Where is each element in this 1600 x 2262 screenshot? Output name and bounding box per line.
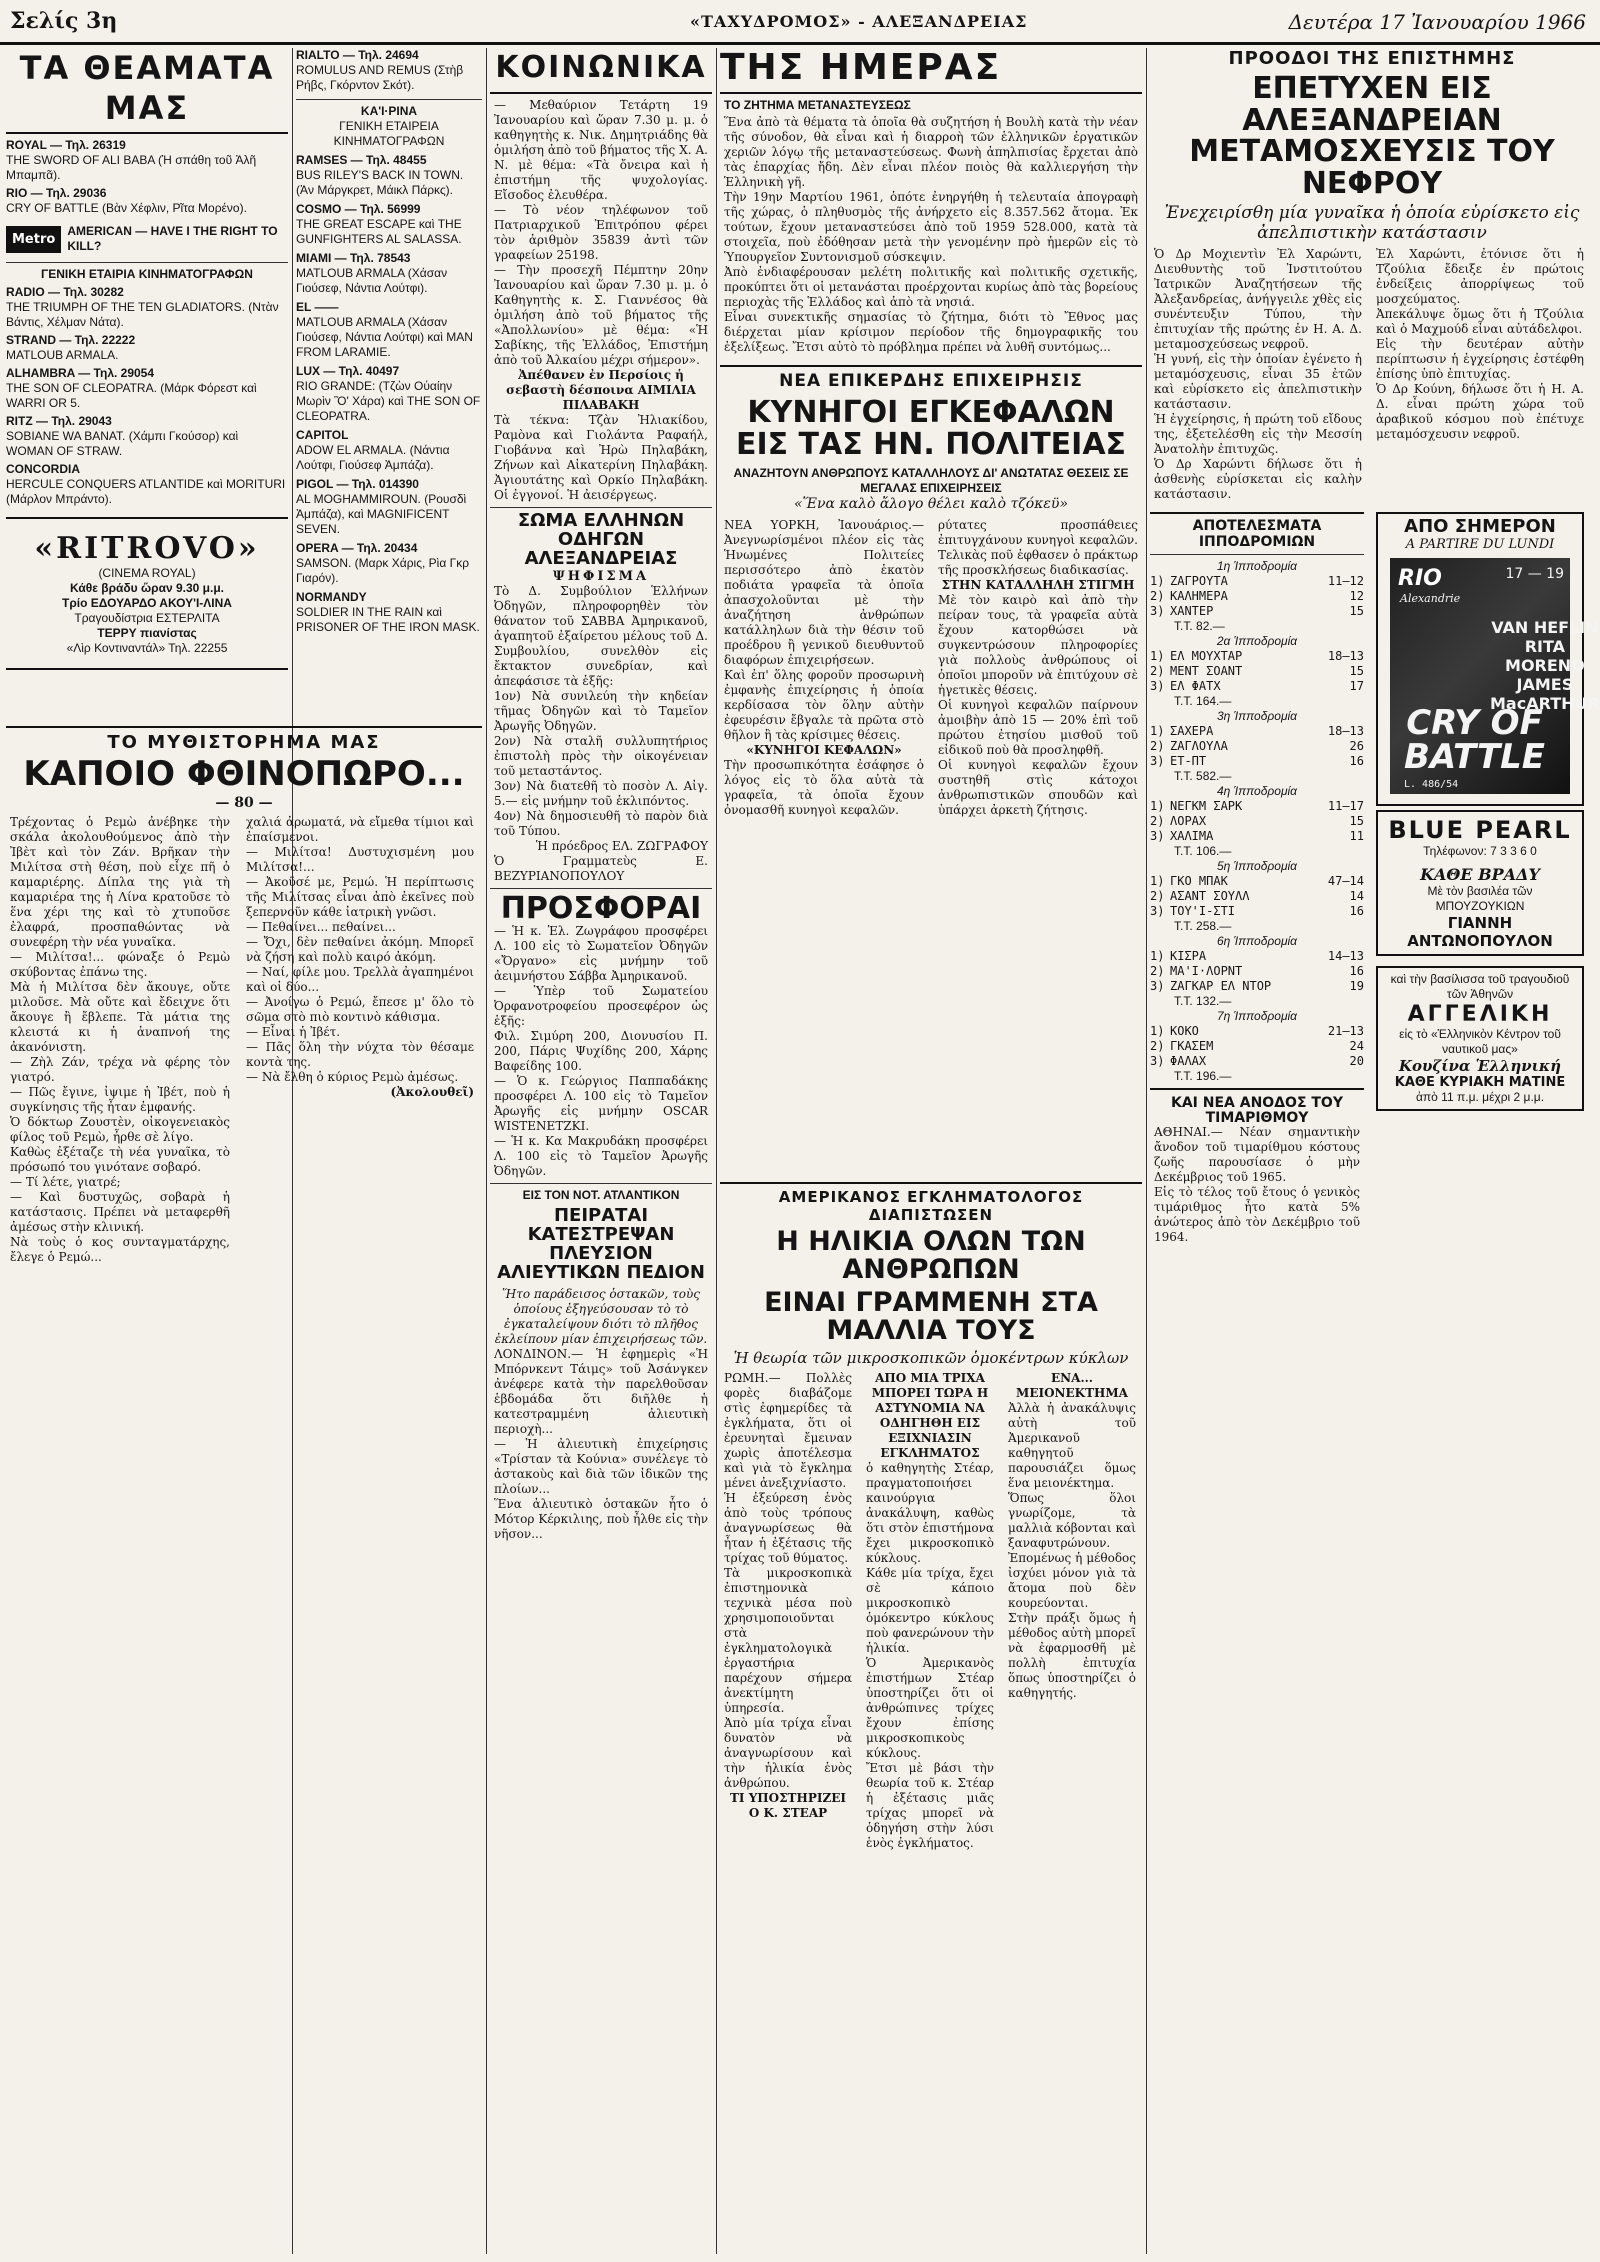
column-rule (486, 48, 487, 2254)
today-title: ΑΠΟ ΣΗΜΕΡΟΝ (1404, 516, 1556, 537)
business-subheadline: ΑΝΑΖΗΤΟΥΝ ΑΝΘΡΩΠΟΥΣ ΚΑΤΑΛΛΗΛΟΥΣ ΔΙ' ΑΝΩΤΑΤΑΣ ΘΕΣΕΙΣ ΣΕ ΜΕΓΑΛΑΣ ΕΠΙΧΕΙΡΗΣΕΙΣ (733, 466, 1129, 495)
science-paragraph: Ἡ ἐγχείρησις, ἡ πρώτη τοῦ εἴδους της, ἐξετελέσθη εἰς τὴν Μεσσίη Ἀνατολὴν ἐπιτυχῶς. (1154, 412, 1362, 456)
business-quote: «Ἕνα καλὸ ἄλογο θέλει καλὸ τζόκεϋ» (793, 496, 1069, 512)
race-result-row: 2) ΚΑΛΗΜΕΡΑ 12 (1150, 589, 1364, 603)
hair-subhead: ΑΠΟ ΜΙΑ ΤΡΙΧΑ ΜΠΟΡΕΙ ΤΩΡΑ Η ΑΣΤΥΝΟΜΙΑ ΝΑ ΟΔΗΓΗΘΗ ΕΙΣ ΕΞΙΧΝΙΑΣΙΝ ΕΓΚΛΗΜΑΤΟΣ (871, 1371, 989, 1461)
novel-paragraph: — Πᾶς ὅλη τὴν νύχτα τὸν θέσαμε κοντὰ της. (246, 1039, 474, 1069)
atlantic-paragraph: ΛΟΝΔΙΝΟΝ.— Ἡ ἐφημερὶς «Ἡ Μπόρνκεντ Τάιμς» τοῦ Ἀσάνγκεν ἀνέφερε κατὰ τὴν παρελθοῦσαν ἑβδομάδα ὅτι διῆλθε ἡ κατεστραμμένη ἀλιευτικὴ περιοχὴ... (494, 1346, 708, 1436)
angeliki-line: καὶ τὴν βασίλισσα τοῦ τραγουδιοῦ τῶν Ἀθηνῶν (1390, 971, 1570, 1001)
poster-cast: VAN HEFLIN RITA MORENO JAMES MacARTHUR (1490, 617, 1600, 713)
poster-times: 17 — 19 (1505, 565, 1564, 582)
race-result-row: 2) ΛΟΡΑΧ 15 (1150, 814, 1364, 828)
novel-paragraph: Μὰ ἡ Μιλίτσα δὲν ἄκουγε, οὔτε μιλοῦσε. Μὰ οὔτε καὶ ἔδειχνε ὅτι ἄκουγε ἢ ἔβλεπε. Τὰ μάτια της κλειστά κι ἡ ἀναπνοή της ἀκανόνιστη. (10, 979, 230, 1054)
novel-paragraph: — Νὰ ἔλθη ὁ κύριος Ρεμὼ ἀμέσως. (246, 1069, 459, 1084)
business-paragraph: Οἱ κυνηγοὶ κεφαλῶν παίρνουν ἀμοιβὴν ἀπὸ 15 — 20% ἐπὶ τοῦ πρώτου ἐτησίου μισθοῦ τοῦ εἰδικοῦ ποὺ θὰ προσληφθῆ. (938, 698, 1138, 757)
editorial-kicker: ΤΟ ΖΗΤΗΜΑ ΜΕΤΑΝΑΣΤΕΥΣΕΩΣ (724, 98, 911, 112)
metro-ad-text: AMERICAN — HAVE I THE RIGHT TO KILL? (67, 224, 278, 253)
rio-film-ad (1376, 512, 1600, 806)
hair-paragraph: Κάθε μία τρίχα, ἔχει σὲ κάποιο μικροσκοπικὸ ὁμόκεντρο κύκλους ποὺ φανερώνουν τὴν ἡλικία. (866, 1566, 994, 1656)
column-science (1150, 48, 1600, 2254)
hair-headline-2: ΕΙΝΑΙ ΓΡΑΜΜΕΝΗ ΣΤΑ ΜΑΛΛΙΑ ΤΟΥΣ (764, 1286, 1098, 1347)
hair-paragraph: Ἀπὸ μία τρίχα εἶναι δυνατὸν νὰ ἀναγνωρίσουν καὶ τὴν ἡλικία ἑνὸς ἀνθρώπου. (724, 1716, 852, 1791)
obituary: Ἀπέθανεν ἐν Περσίοις ἡ σεβαστὴ δέσποινα ΑΙΜΙΛΙΑ ΠΙΛΑΒΑΚΗ (506, 368, 696, 412)
poster-title: CRY OF BATTLE (1404, 702, 1546, 777)
hair-subhead: ΤΙ ΥΠΟΣΤΗΡΙΖΕΙ Ο Κ. ΣΤΕΑΡ (730, 1791, 846, 1821)
hair-paragraph: ΡΩΜΗ.— Πολλὲς φορὲς διαβάζομε στὶς ἐφημερίδες τὰ ἐγκλήματα, ὅτι οἱ ἐρευνηταὶ ἔμειναν χωρὶς ἀποτέλεσμα καὶ γιὰ τὸ ἔγκλημα μένει ἀνεξιχνίαστο. (724, 1371, 852, 1491)
race-results (1150, 508, 1364, 1245)
blue-pearl-line: ΚΑΘΕ ΒΡΑΔΥ (1420, 864, 1540, 884)
section-title-imeras: ΤΗΣ ΗΜΕΡΑΣ (720, 47, 1002, 88)
novel-continued: (Ἀκολουθεῖ) (390, 1084, 474, 1099)
angeliki-line: Κουζίνα Ἑλληνική (1398, 1056, 1562, 1075)
hair-paragraph: Ὁ Ἀμερικανὸς ἐπιστήμων Στέαρ ὑποστηρίζει ὅτι οἱ ἀνθρώπινες τρίχες ἔχουν ἐπίσης μικροσκοπικοὺς κύκλους. (866, 1656, 994, 1761)
drivers-paragraph: 1ον) Νὰ συνιλεύη τὴν κηδείαν τῆμας Ὀδηγῶν καὶ τὸ Ταμεῖον Ἀρωγῆς Ὀδηγῶν. (494, 688, 708, 733)
business-paragraph: ΝΕΑ ΥΟΡΚΗ, Ἰανουάριος.— Ἀνεγνωρίσμένοι πλέον εἰς τὰς Ἡνωμένες Πολιτείες περισσότερο ἀπὸ ἑκατὸν ποδιάτα γραφεῖα τὰ ὁποῖα ἀπασχολοῦνται μὲ τὴν ἀναζήτηση ἀνθρώπων κατάλληλων διὰ τὴν θέσιν τοῦ προέδρου ἢ γενικοῦ διευθυντοῦ διαφόρων ἐπιχειρήσεων. (724, 518, 924, 667)
column-cinemas-2 (296, 48, 482, 722)
blue-pearl-ad (1376, 810, 1584, 956)
editorial-paragraph: Ἕνα ἀπὸ τὰ θέματα τὰ ὁποῖα θὰ συζητήση ἡ Βουλὴ κατὰ τὴν νέαν τῆς σύνοδον, θὰ εἶναι καὶ ἡ διαρροὴ τῶν ἑλληνικῶν ἐργατικῶν χεριῶν λόγῳ τῆς μεταναστεύσεως. Φωνὴ ἀπηλπισίας ἔρχεται ἀπὸ τὰς ἐπαρχίας ἤδη. Δὲν εἶναι πλέον ποιὸς θὰ καλλιεργήση τὴν Ἑλληνικὴ γῆ. (724, 115, 1138, 189)
race-tote: Τ.Τ. 106.— (1174, 844, 1232, 858)
science-kicker: ΠΡΟΟΔΟΙ ΤΗΣ ΕΠΙΣΤΗΜΗΣ (1228, 48, 1516, 69)
column-rule (716, 48, 717, 2254)
hair-kicker: ΑΜΕΡΙΚΑΝΟΣ ΕΓΚΛΗΜΑΤΟΛΟΓΟΣ ΔΙΑΠΙΣΤΩΣΕΝ (778, 1188, 1084, 1224)
column-rule (1146, 48, 1147, 2254)
race-tote: Τ.Τ. 164.— (1174, 694, 1232, 708)
race-result-row: 3) ΦΑΛΑΧ 20 (1150, 1054, 1364, 1068)
drivers-paragraph: 4ον) Νὰ δημοσιευθῆ τὸ παρὸν διὰ τοῦ Τύπου. (494, 808, 708, 838)
atlantic-intro: Ἥτο παράδεισος ὁστακῶν, τοὺς ὁποίους ἐξηγεύσουσαν τὸ τὸ ἐγκαταλείψουν διότι τὸ πλῆθος ἐκλείπουν μίαν ἐπιχειρήσεως τῶν. (494, 1286, 708, 1346)
novel-paragraph: — Ναί, φίλε μου. Τρελλὰ ἀγαπημένοι καὶ οἱ δύο... (246, 964, 474, 994)
race-result-row: 1) ΣΑΧΕΡΑ 18—13 (1150, 724, 1364, 738)
editorial-paragraph: Εἶναι συνεκτικῆς σημασίας τὸ ζήτημα, διότι τὸ Ἔθνος μας διέρχεται μίαν κρίσιμον περίοδον τῆς δημογραφικῆς του ἐξελίξεως. Ἔτσι αὐτὸ τὸ πρόβλημα πρέπει νὰ λυθῆ συντόμως... (724, 310, 1138, 354)
novel-paragraph: — Πῶς ἔγινε, ἰψιμε ἡ Ἰβέτ, ποὺ ἡ συγκίνησις τῆς ἦταν ἐμφανής. (10, 1084, 230, 1114)
hair-subheadline: Ἡ θεωρία τῶν μικροσκοπικῶν ὁμοκέντρων κύκλων (733, 1349, 1129, 1368)
hair-subhead: ΕΝΑ... ΜΕΙΟΝΕΚΤΗΜΑ (1016, 1371, 1128, 1401)
business-kicker: ΝΕΑ ΕΠΙΚΕΡΔΗΣ ΕΠΙΧΕΙΡΗΣΙΣ (779, 371, 1083, 391)
race-result-row: 2) ΜΑ'Ι·ΛΟΡΝΤ 16 (1150, 964, 1364, 978)
metro-ad (6, 224, 288, 254)
blue-pearl-name: BLUE PEARL (1388, 815, 1572, 844)
race-heading: 6η Ἱπποδρομία (1216, 934, 1298, 948)
race-heading: 4η Ἱπποδρομία (1216, 784, 1298, 798)
race-result-row: 1) ΚΟΚΟ 21—13 (1150, 1024, 1364, 1038)
hair-paragraph: ὁ καθηγητὴς Στέαρ, πραγματοποιήσει καινούργια ἀνακάλυψη, καθὼς ὅτι στὸν ἐπιστήμονα ἔχει μικροσκοπικὸ κύκλους. (866, 1461, 994, 1566)
donation-item: — Ἡ κ. Ἑλ. Ζωγράφου προσφέρει Λ. 100 εἰς τὸ Σωματεῖον Ὀδηγῶν «Ὄργανο» εἰς μνήμην τοῦ ἀειμνήστου Σάββα Ἀμηρικανοῦ. (494, 924, 708, 984)
novel-paragraph: — Τί λέτε, γιατρέ; (10, 1174, 121, 1189)
race-result-row: 1) ΖΑΓΡΟΥΤΑ 11—12 (1150, 574, 1364, 588)
race-result-row: 1) ΕΛ ΜΟΥΧΤΑΡ 18—13 (1150, 649, 1364, 663)
novel-paragraph: Νὰ τοὺς ὁ κος συνταγματάρχης, ἔλεγε ὁ Ρεμώ... (10, 1234, 230, 1264)
novel-paragraph: Ὁ δόκτωρ Ζουστὲν, οἰκογενειακὸς φίλος τοῦ Ρεμὼ, ἦρθε σὲ λίγο. (10, 1114, 230, 1144)
hair-paragraph: Ἔτσι μὲ βάσι τὴν θεωρία τοῦ κ. Στέαρ ἡ ἐξέτασις μιᾶς τρίχας μπορεῖ νὰ ὁδηγήση στὴν λύσι ἑνὸς ἐγκλήματος. (866, 1761, 994, 1851)
science-paragraph: Ὁ Δρ Κούνη, δήλωσε ὅτι ἡ Η. Α. Δ. εἶναι πρώτη χώρα τοῦ ἀραβικοῦ κόσμου ποὺ ἐπέτυχε μεταμόσχευσιν νεφροῦ. (1376, 382, 1584, 441)
science-paragraph: Ἐλ Χαρώντι, ἐτόνισε ὅτι ἡ Τζούλια ἔδειξε ἐν πρώτοις ἐνδείξεις ἀπορρίψεως τοῦ μοσχεύματος. (1376, 247, 1584, 306)
drivers-paragraph: Τὸ Δ. Συμβούλιον Ἑλλήνων Ὀδηγῶν, πληροφορηθὲν τὸν θάνατον τοῦ ΣΑΒΒΑ Ἀμηρικανοῦ, ἀγαπητοῦ ἐξαίρετου μέλους τοῦ Δ. Συμβουλίου, συνελθὸν εἰς ἔκτακτον συνεδρίαν, καὶ ἀπεφάσισε τὰ ἑξῆς: (494, 583, 708, 688)
social-item: — Τὴν προσεχῆ Πέμπτην 20ην Ἰανουαρίου καὶ ὥραν 7.30 μ. μ. ὁ Καθηγητὴς κ. Σ. Γιαννέσος θὰ ὁμιλήση ἀπὸ τοῦ βήματος τῆς «Ἀπολλωνίου» μὲ θέμα: «Ἡ Σαβίκης, τῆς Ἑλλάδος, Ἐπιστήμη ἀπὸ τοῦ Ἀλκαίου μέχρι σήμερον». (494, 263, 708, 367)
section-title-social: ΚΟΙΝΩΝΙΚΑ (495, 50, 707, 85)
angeliki-line: εἰς τὸ «Ἑλληνικὸν Κέντρον τοῦ ναυτικοῦ μας» (1399, 1026, 1561, 1056)
business-paragraph: ρύτατες προσπάθειες ἐπιτυγχάνουν κυνηγοὶ κεφαλῶν. Τελικὰς ποῦ ἐφθασεν ὁ πράκτωρ τῆς προσκλήσεως διαδικασίας. (938, 518, 1138, 577)
science-paragraph: Εἰς τὴν δευτέραν αὐτὴν περίπτωσιν ἡ ἐγχείρησις ἐστέφθη ἐπίσης ὑπὸ ἐπιτυχίας. (1376, 337, 1584, 381)
novel-paragraph: — Ἀνοίγω ὁ Ρεμώ, ἔπεσε μ' ὅλο τὸ σῶμα στὸ πιὸ κοντινὸ κάθισμα. (246, 994, 474, 1024)
cinema-entry: ROYAL — Τηλ. 26319 THE SWORD OF ALI BABA (Ἡ σπάθη τοῦ Ἀλῆ Μπαμπᾶ). (6, 138, 257, 182)
ads-column (1372, 508, 1600, 1245)
social-item: — Μεθαύριον Τετάρτη 19 Ἰανουαρίου καὶ ὥραν 7.30 μ. μ. ὁ καθηγητὴς κ. Νικ. Δημητριάδης θὰ ὁμιλήση ἀπὸ τοῦ βήματος τῆς Χ. Α. Ν. μὲ θέμα: «Τὰ ὄνειρα καὶ ἡ ἐπιστήμη τῆς ψυχολογίας. Εἴσοδος ἐλευθέρα. (494, 98, 708, 202)
column-editorial (720, 48, 1142, 1174)
poster-cinema: RIO (1398, 565, 1442, 591)
drivers-signature: Ἡ πρόεδρος ΕΛ. ΖΩΓΡΑΦΟΥ (535, 838, 708, 853)
race-result-row: 2) ΖΑΓΛΟΥΛΑ 26 (1150, 739, 1364, 753)
atlantic-kicker: ΕΙΣ ΤΟΝ ΝΟΤ. ΑΤΛΑΝΤΙΚΟΝ (522, 1188, 680, 1203)
race-result-row: 1) ΚΙΣΡΑ 14—13 (1150, 949, 1364, 963)
editorial-paragraph: Τὴν 19ην Μαρτίου 1961, ὁπότε ἐνηργήθη ἡ τελευταία ἀπογραφὴ τῆς χώρας, ὁ πληθυσμὸς τῆς ἀνήρχετο εἰς 8.357.562 ἄτομα. Ἐκ τούτων, ἔχουν μεταναστεύσει ἀπὸ τοῦ 1959 528.000, κατὰ τὰ στοιχεῖα, ποὺ ἐδόθησαν μετὰ τὴν γενομένην πρὸ ἡμερῶν εἰς τὸ Ὑπουργεῖον Συντονισμοῦ σύσκεψιν. (724, 190, 1138, 264)
hair-paragraph: Τὰ μικροσκοπικὰ ἐπιστημονικὰ τεχνικὰ μέσα ποὺ χρησιμοποιοῦνται στὰ ἐγκληματολογικὰ ἐργαστήρια παρέχουν σήμερα ἀνεκτίμητη ὑπηρεσία. (724, 1566, 852, 1716)
novel-paragraph: — Μιλίτσα!... φώναξε ὁ Ρεμὼ σκύβοντας ἐπάνω της. (10, 949, 230, 979)
race-tote: Τ.Τ. 82.— (1174, 619, 1225, 633)
donation-item: Φιλ. Σιμύρη 200, Διονυσίου Π. 200, Πάρις Ψυχίδης 200, Χάρης Βαφείδης 100. (494, 1029, 708, 1074)
cpi-paragraph: ΑΘΗΝΑΙ.— Νέαν σημαντικὴν ἄνοδον τοῦ τιμαρίθμου κόστους ζωῆς παρουσίασε ὁ μὴν Δεκέμβριος τοῦ 1965. (1154, 1125, 1360, 1185)
drivers-paragraph: 3ον) Νὰ διατεθῆ τὸ ποσὸν Λ. Αἰγ. 5.— εἰς μνήμην τοῦ ἐκλιπόντος. (494, 778, 708, 808)
cpi-paragraph: Εἰς τὸ τέλος τοῦ ἔτους ὁ γενικὸς τιμάριθμος ἦτο κατὰ 5% ἀνώτερος ἀπὸ τὸν Δεκέμβριο τοῦ 1964. (1154, 1185, 1360, 1245)
business-headline: ΚΥΝΗΓΟΙ ΕΓΚΕΦΑΛΩΝ ΕΙΣ ΤΑΣ ΗΝ. ΠΟΛΙΤΕΙΑΣ (735, 395, 1127, 462)
obituary-family: Τὰ τέκνα: Τζὰν Ἠλιακίδου, Ραμὸνα καὶ Γιολάντα Ραφαήλ, Γιοβάννα καὶ Ἠρὼ Πηλαβάκη, Ζήνων καὶ Αἰκατερίνη Πηλαβάκη. Ἀγιουτάτης καὶ Ορκίο Πηλαβάκη. Οἱ ἐγγονοί. Ἡ ἀεισέργεως. (494, 413, 708, 502)
novel-paragraph: Τρέχοντας ὁ Ρεμὼ ἀνέβηκε τὴν σκάλα ἀκολουθούμενος ἀπὸ τὴν Ἰβὲτ καὶ τὸν Ζάν. Βρῆκαν τὴν Μιλίτσα στὴ θέση, ποὺ εἶχε πῆ ὁ καμαριέρης. Δίπλα της γιὰ τὴ καμαριέρα της ἡ Λίνα κρατοῦσε τὸ ἕνα χέρι της καὶ τὸ χτυποῦσε ἐλαφρά, προσπαθώντας νὰ συνεφέρη τὴν νέα γυναῖκα. (10, 814, 230, 949)
race-result-row: 2) ΜΕΝΤ ΣΟΑΝΤ 15 (1150, 664, 1364, 678)
angeliki-name: ΑΓΓΕΛΙΚΗ (1407, 1001, 1553, 1027)
race-result-row: 1) ΝΕΓΚΜ ΣΑΡΚ 11—17 (1150, 799, 1364, 813)
blue-pearl-phone: Τηλέφωνον: 7 3 3 6 0 (1423, 843, 1537, 858)
novel-paragraph: — Πεθαίνει... πεθαίνει... (246, 919, 396, 934)
race-results-title: ΑΠΟΤΕΛΕΣΜΑΤΑ ΙΠΠΟΔΡΟΜΙΩΝ (1192, 518, 1322, 550)
novel-paragraph: χαλιά ἀρωματά, νὰ εἴμεθα τίμιοι καὶ ἐπαίσμενοι. (246, 814, 474, 844)
race-result-row: 1) ΓΚΟ ΜΠΑΚ 47—14 (1150, 874, 1364, 888)
poster-city: Alexandrie (1400, 591, 1461, 605)
science-paragraph: Ἡ γυνή, εἰς τὴν ὁποίαν ἐγένετο ἡ μεταμόσχευσις, εἶναι 35 ἐτῶν καὶ εὑρίσκετο εἰς ἀπελπιστικὴν κατάστασιν. (1154, 352, 1362, 411)
hair-paragraph: Στὴν πράξι ὅμως ἡ μέθοδος αὐτὴ μπορεῖ νὰ ἐφαρμοσθῆ μὲ πολλὴ ἐπιτυχία ὅπως ὑποστηρίζει ὁ καθηγητής. (1008, 1611, 1136, 1701)
science-paragraph: Ἀπεκάλυψε ὅμως ὅτι ἡ Τζούλια καὶ ὁ Μαχμούδ εἶναι αὐτάδελφοι. (1376, 307, 1584, 336)
page-header (0, 0, 1600, 45)
business-subhead: ΣΤΗΝ ΚΑΤΑΛΛΗΛΗ ΣΤΙΓΜΗ (941, 578, 1135, 592)
race-heading: 3η Ἱπποδρομία (1216, 709, 1298, 723)
business-paragraph: Καὶ ἐπ' ὅλης φοροῦν προσωρινὴ ἐμφανὴς ἐπιχείρησις ἡ ὁποία κερδίσασα τὸν ὅλην αὐτὴν ἐφευρέσιν ἔβγαλε τὰ πρῶτα στὸ θῆλον ἢ τὰς κρίσιμες θέσεις. (724, 668, 924, 742)
race-tote: Τ.Τ. 582.— (1174, 769, 1232, 783)
poster-footnote: L. 486/54 (1404, 778, 1459, 790)
science-subheadline: Ἐνεχειρίσθη μία γυναῖκα ἡ ὁποία εὑρίσκετο εἰς ἀπελπιστικὴν κατάστασιν (1164, 203, 1580, 243)
novel-title: ΚΑΠΟΙΟ ΦΘΙΝΟΠΩΡΟ... (23, 754, 465, 794)
hair-age-article (720, 1178, 1142, 2252)
race-result-row: 3) ΕΤ-ΠΤ 16 (1150, 754, 1364, 768)
business-paragraph: Τὴν προσωπικότητα ἐσάφησε ὁ λόγος εἰς τὸ ὅλα αὐτὰ τὰ γραφεῖα, τὰ ὁποῖα ἔχουν ὀνομασθῆ κυνηγοὶ κεφαλῶν. (724, 758, 924, 817)
drivers-resolution-title: ΨΗΦΙΣΜΑ (552, 568, 650, 584)
race-result-row: 2) ΑΣΑΝΤ ΣΟΥΛΛ 14 (1150, 889, 1364, 903)
atlantic-paragraph: Ἕνα ἀλιευτικὸ ὁστακῶν ἦτο ὁ Μότορ Κέρκιλιης, ποὺ ἦλθε εἰς τὴν νῆσον... (494, 1496, 708, 1541)
hair-headline-1: Η ΗΛΙΚΙΑ ΟΛΩΝ ΤΩΝ ΑΝΘΡΩΠΩΝ (776, 1226, 1086, 1286)
novel-paragraph: Καθὼς ἐξέταζε τὴ νέα γυναῖκα, τὸ πρόσωπό του γινότανε σοβαρό. (10, 1144, 230, 1174)
cpi-headline: ΚΑΙ ΝΕΑ ΑΝΟΔΟΣ ΤΟΥ ΤΙΜΑΡΙΘΜΟΥ (1171, 1095, 1343, 1126)
cinema-entry: RIO — Τηλ. 29036 CRY OF BATTLE (Βὰν Χέφλιν, Ρῖτα Μορένο). (6, 186, 247, 215)
drivers-title: ΣΩΜΑ ΕΛΛΗΝΩΝ ΟΔΗΓΩΝ ΑΛΕΞΑΝΔΡΕΙΑΣ (517, 510, 685, 569)
novel-paragraph: — Καὶ δυστυχῶς, σοβαρὰ ἡ κατάστασις. Πρέπει νὰ μεταφερθῆ ἀμέσως στὴν κλινική. (10, 1189, 230, 1234)
novel-paragraph: — Ζὴλ Ζάν, τρέχα νὰ φέρης τὸν γιατρό. (10, 1054, 230, 1084)
race-result-row: 3) ΕΛ ΦΑΤΧ 17 (1150, 679, 1364, 693)
race-result-row: 3) ΖΑΓΚΑΡ ΕΛ ΝΤΟΡ 19 (1150, 979, 1364, 993)
metro-logo: Metro (6, 226, 61, 253)
section-title-theamata: ΤΑ ΘΕΑΜΑΤΑ ΜΑΣ (19, 49, 275, 127)
angeliki-line: ἀπὸ 11 π.μ. μέχρι 2 μ.μ. (1415, 1089, 1545, 1104)
editorial-paragraph: Ἀπὸ ἐνδιαφέρουσαν μελέτη πολιτικῆς καὶ πολιτικῆς σχετικῆς, προκύπτει ὅτι οἱ μετανάσται προέρχονται κυρίως ἀπὸ τὰς βορείους περιοχὰς τῆς Ἑλλάδος καὶ ἀπὸ τὰ νησιά. (724, 265, 1138, 309)
race-heading: 7η Ἱπποδρομία (1216, 1009, 1298, 1023)
race-heading: 1η Ἱπποδρομία (1216, 559, 1298, 573)
race-result-row: 2) ΓΚΑΣΕΜ 24 (1150, 1039, 1364, 1053)
prosfores-title: ΠΡΟΣΦΟΡΑΙ (500, 890, 702, 926)
blue-pearl-line: ΓΙΑΝΝΗ ΑΝΤΩΝΟΠΟΥΛΟΝ (1407, 913, 1553, 950)
atlantic-headline: ΠΕΙΡΑΤΑΙ ΚΑΤΕΣΤΡΕΨΑΝ ΠΛΕΥΣΙΟΝ ΑΛΙΕΥΤΙΚΩΝ ΠΕΔΙΟΝ (497, 1205, 705, 1283)
cinema-listing-2: ΓΕΝΙΚΗ ΕΤΑΙΡΙΑ ΚΙΝΗΜΑΤΟΓΡΑΦΩΝ RADIO — Τηλ. 30282 THE TRIUMPH OF THE TEN GLADIATORS. (Ντὰν Βάντις, Χέλμαν Νάτα). STRAND — Τηλ. 22222 MATLOUB ARMALA. ALHAMBRA — Τηλ. 29054 THE SON OF CLEOPATRA. (Μάρκ Φόρεστ καὶ WARRI OR 5. RITZ — Τηλ. 29043 SOBIANE WA BANAT. (Χάμπι Γκούσορ) καὶ WOMAN OF STRAW. CONCORDIA HERCULE CONQUERS ATLANTIDE καὶ MORITURI (Μάρλον Μπράντο). (6, 267, 286, 506)
novel-section-title: ΤΟ ΜΥΘΙΣΤΟΡΗΜΑ ΜΑΣ (107, 732, 381, 753)
cinema-listing (6, 138, 288, 216)
angeliki-ad (1376, 966, 1584, 1111)
novel-paragraph: — Ἀκοῦσέ με, Ρεμώ. Ἡ περίπτωσις τῆς Μιλίτσας εἶναι ἀπὸ ἐκεῖνες ποὺ ξεπερνοῦν κάθε ἰατρικὴ γνῶσι. (246, 874, 474, 919)
hair-paragraph: Ἡ ἐξεύρεση ἑνὸς ἀπὸ τοὺς τρόπους ἀναγνωρίσεως θὰ ἦταν ἡ ἐξέτασις τῆς τρίχας τοῦ θύματος. (724, 1491, 852, 1566)
drivers-signature: Ὁ Γραμματεὺς Ε. ΒΕΖΥΡΙΑΝΟΠΟΥΛΟΥ (494, 853, 708, 883)
donation-item: — Ὑπὲρ τοῦ Σωματείου Ὀρφανοτροφείου προσεφέρον ὡς ἑξῆς: (494, 984, 708, 1029)
cinema-listing-3: RIALTO — Τηλ. 24694 ROMULUS AND REMUS (Στὴβ Ρήβς, Γκόρντον Σκότ). ΚΑ'Ι·ΡΙΝΑ ΓΕΝΙΚΗ ΕΤΑΙΡΕΙΑ ΚΙΝΗΜΑΤΟΓΡΑΦΩΝ RAMSES — Τηλ. 48455 BUS RILEY'S BACK IN TOWN. (Ἀν Μάργκρετ, Μάικλ Πάρκς). COSMO — Τηλ. 56999 THE GREAT ESCAPE καὶ THE GUNFIGHTERS AL SALASSA. MIAMI — Τηλ. 78543 MATLOUB ARMALA (Χάσαν Γιούσεφ, Νάντια Λούτφι). EL —— MATLOUB ARMALA (Χάσαν Γιούσεφ, Νάντια Λούτφι) καὶ MAN FROM LARAMIE. LUX — Τηλ. 40497 RIO GRANDE: (Τζὼν Οὐαίην Μωρὶν Ὃ' Χάρα) καὶ THE SON OF CLEOPATRA. CAPITOL ADOW EL ARMALA. (Νάντια Λούτφι, Γιούσεφ Ἀμπάζα). PIGOL — Τηλ. 014390 AL MOGHAMMIROUN. (Ρουσδὶ Ἀμπάζα), καὶ MAGNIFICENT SEVEN. OPERA — Τηλ. 20434 SAMSON. (Μαρκ Χάρις, Ρὶα Γκρ Γιαρόν). NORMANDY SOLDIER IN THE RAIN καὶ PRISONER OF THE IRON MASK. (296, 48, 481, 634)
race-tote: Τ.Τ. 196.— (1174, 1069, 1232, 1083)
business-paragraph: Μὲ τὸν καιρὸ καὶ ἀπὸ τὴν πείραν τους, τὰ γραφεῖα αὐτὰ ἔχουν κατορθώσει νὰ συγκεντρώσουν πληροφορίες γιὰ πολλοὺς ἀνθρώπους οἱ ὁποῖοι μποροῦν νὰ ἐπιτύχουν σὲ ἡγετικὲς θέσεις. (938, 593, 1138, 697)
race-tote: Τ.Τ. 132.— (1174, 994, 1232, 1008)
angeliki-line: ΚΑΘΕ ΚΥΡΙΑΚΗ ΜΑΤΙΝΕ (1394, 1074, 1566, 1090)
paper-name: «ΤΑΧΥΔΡΟΜΟΣ» - ΑΛΕΞΑΝΔΡΕΙΑΣ (690, 12, 1028, 31)
race-results-list (1150, 559, 1364, 1084)
film-poster (1390, 558, 1600, 794)
race-result-row: 3) ΧΑΝΤΕΡ 15 (1150, 604, 1364, 618)
ritrovo-name: «RITROVO» (34, 531, 260, 566)
issue-date: Δευτέρα 17 Ἰανουαρίου 1966 (1288, 10, 1586, 34)
blue-pearl-line: Μὲ τὸν βασιλέα τῶν ΜΠΟΥΖΟΥΚΙΩΝ (1427, 883, 1533, 913)
ritrovo-ad: «RITROVO» (CINEMA ROYAL) Κάθε βράδυ ὥραν 9.30 μ.μ. Τρίο ΕΔΟΥΑΡΔΟ ΑΚΟΥ'Ι-ΛΙΝΑ Τραγουδίστρια ΕΣΤΕΡΛΙΤΑ ΤΕΡΡΥ πιανίστας «Λὶρ Κοντιναντάλ» Τηλ. 22255 (6, 523, 288, 664)
race-result-row: 3) ΧΑΛΙΜΑ 11 (1150, 829, 1364, 843)
race-tote: Τ.Τ. 258.— (1174, 919, 1232, 933)
donation-item: — Ὁ κ. Γεώργιος Παππαδάκης προσφέρει Λ. 100 εἰς τὸ Ταμεῖον Ἀρωγῆς εἰς μνήμην OSCAR WISTENETZKI. (494, 1074, 708, 1134)
business-subhead: «ΚΥΝΗΓΟΙ ΚΕΦΑΛΩΝ» (746, 743, 902, 757)
novel-episode: — 80 — (215, 794, 273, 811)
atlantic-paragraph: — Ἡ ἀλιευτικὴ ἐπιχείρησις «Τρίσταν τὰ Κούνια» συνέλεγε τὸ ἀστακοὺς καὶ διὰ τῶν ἰδικῶν της πλοίων... (494, 1436, 708, 1496)
social-item: — Τὸ νέον τηλέφωνον τοῦ Πατριαρχικοῦ Ἐπιτρόπου φέρει τὸν ἀριθμὸν 35839 ἀντὶ τῶν γραφείων 25198. (494, 203, 708, 262)
business-paragraph: Οἱ κυνηγοὶ κεφαλῶν ἔχουν συστηθῆ στὶς κάτοχοι ἀνθρωπιστικῶν σπουδῶν καὶ ὑπάρχει ἀρκετὴ ζήτησις. (938, 758, 1138, 817)
science-paragraph: Ὁ Δρ Χαρώντι δήλωσε ὅτι ἡ ἀσθενὴς εὑρίσκεται εἰς καλὴν κατάστασιν. (1154, 457, 1362, 501)
today-subtitle: A PARTIRE DU LUNDI (1405, 536, 1555, 552)
novel-section (6, 722, 482, 2252)
page-label: Σελίς 3η (10, 8, 118, 34)
novel-paragraph: — Εἶναι ἡ Ἰβέτ. (246, 1024, 341, 1039)
novel-paragraph: — Μιλίτσα! Δυστυχισμένη μου Μιλίτσα!... (246, 844, 474, 874)
drivers-paragraph: 2ον) Νὰ σταλῆ συλλυπητήριος ἐπιστολὴ πρὸς τὴν οἰκογένειαν τοῦ μεταστάντος. (494, 733, 708, 778)
race-heading: 2α Ἱπποδρομία (1216, 634, 1298, 648)
race-heading: 5η Ἱπποδρομία (1216, 859, 1298, 873)
science-paragraph: Ὁ Δρ Μοχιεντὶν Ἐλ Χαρώντι, Διευθυντὴς τοῦ Ἰνστιτούτου Ἰατρικῶν Ἀναζητήσεων τῆς Ἀλεξανδρείας, ἀνήγγειλε χθὲς εἰς συνέντευξιν Τύπου, τὴν ἐπιτυχίαν τῆς πρώτης ἐν Η. Α. Δ. μεταμοσχεύσεως νεφροῦ. (1154, 247, 1362, 351)
race-result-row: 3) ΤΟΥ'Ι-ΣΤΙ 16 (1150, 904, 1364, 918)
hair-paragraph: Ἀλλὰ ἡ ἀνακάλυψις αὐτὴ τοῦ Ἀμερικανοῦ καθηγητοῦ παρουσιάζει ὅμως ἕνα μειονέκτημα. (1008, 1401, 1136, 1491)
column-social (490, 48, 712, 2254)
novel-paragraph: — Ὄχι, δὲν πεθαίνει ἀκόμη. Μπορεῖ νὰ ζήση καὶ πολὺ καιρό ἀκόμη. (246, 934, 474, 964)
hair-paragraph: Ὅπως ὅλοι γνωρίζομε, τὰ μαλλιὰ κόβονται καὶ ξαναφυτρώνουν. Ἐπομένως ἡ μέθοδος ἰσχύει μόνον γιὰ τὰ ἄτομα ποὺ δὲν κουρεύονται. (1008, 1491, 1136, 1611)
science-headline: ΕΠΕΤΥΧΕΝ ΕΙΣ ΑΛΕΞΑΝΔΡΕΙΑΝ ΜΕΤΑΜΟΣΧΕΥΣΙΣ ΤΟΥ ΝΕΦΡΟΥ (1189, 71, 1555, 201)
donation-item: — Ἡ κ. Κα Μακρυδάκη προσφέρει Λ. 100 εἰς τὸ Ταμεῖον Ἀρωγῆς Ὀδηγῶν. (494, 1134, 708, 1179)
